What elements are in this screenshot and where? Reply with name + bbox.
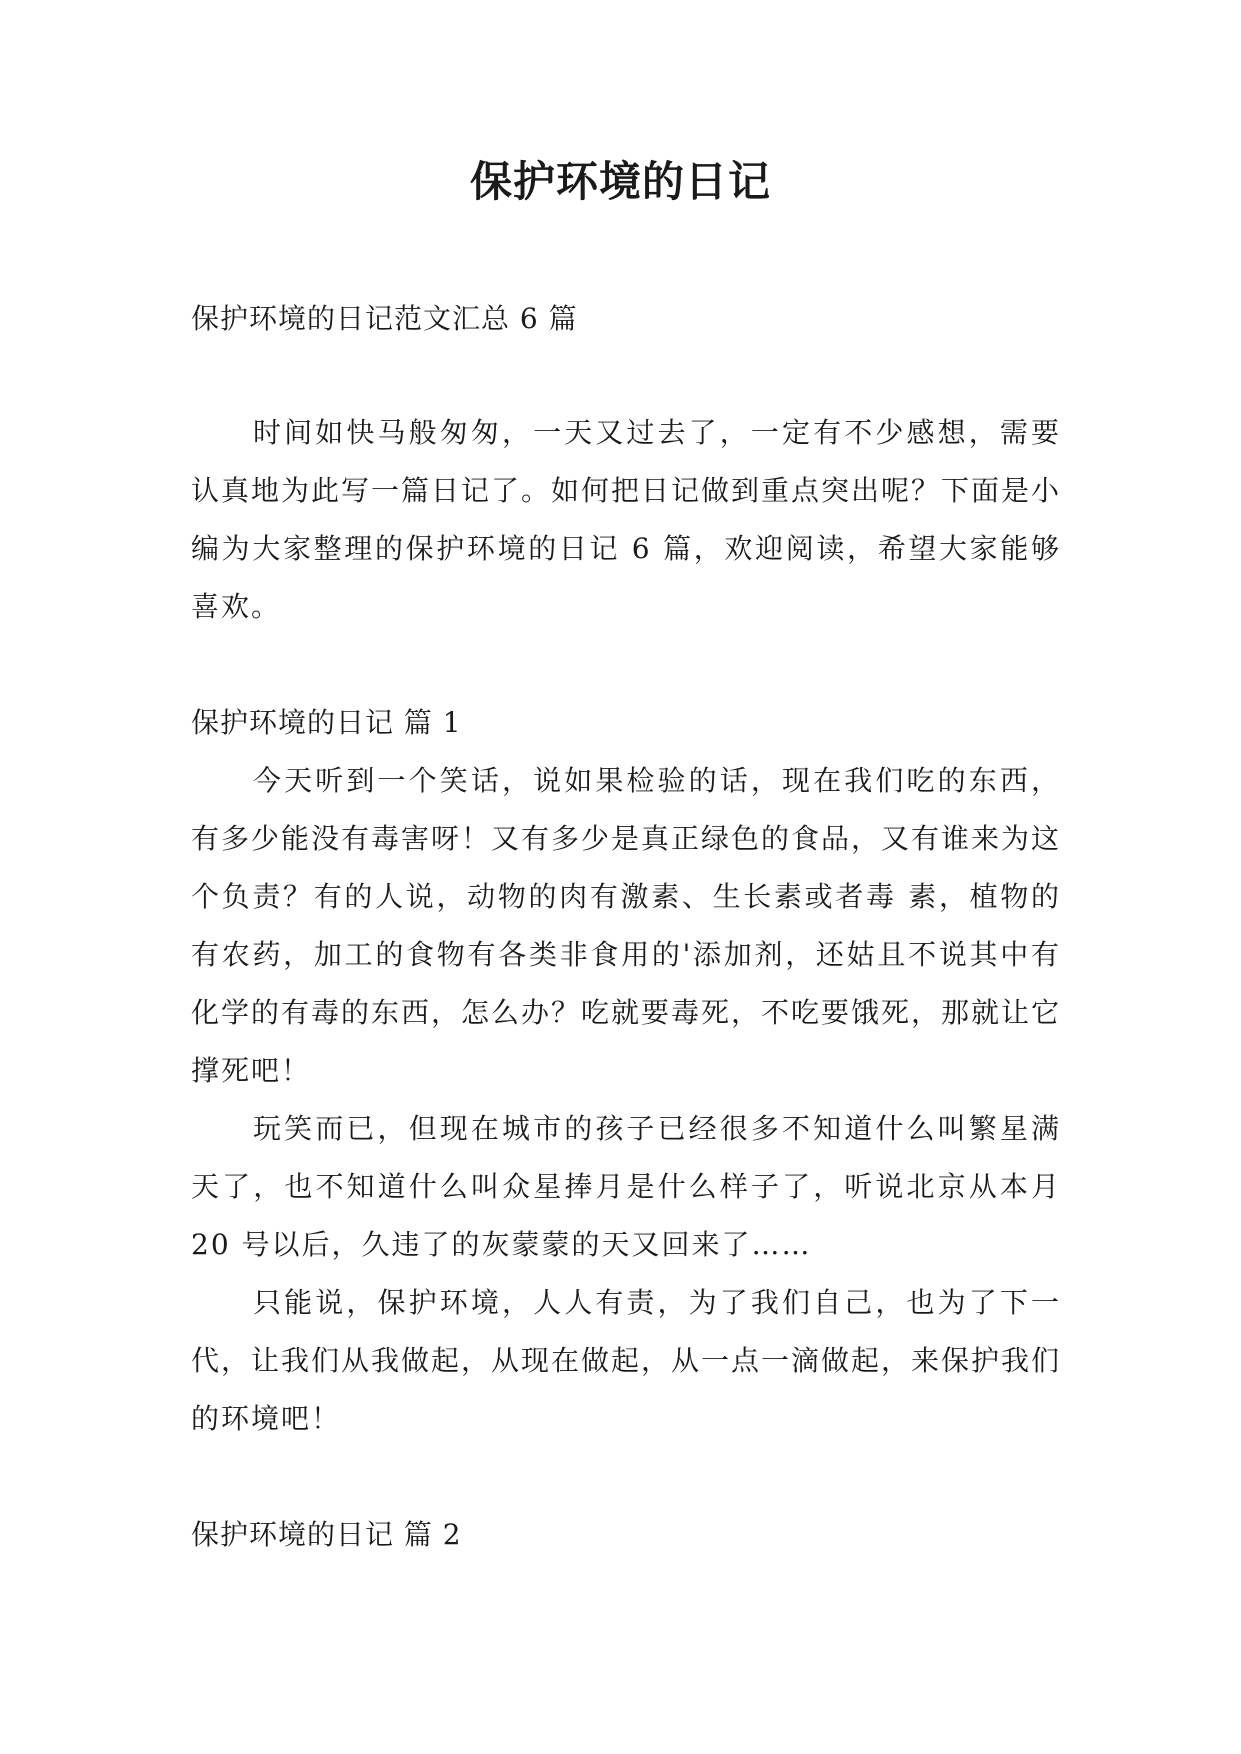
document-body xyxy=(191,290,1061,1564)
intro-paragraph: 时间如快马般匆匆，一天又过去了，一定有不少感想，需要认真地为此写一篇日记了。如何把日记做到重点突出呢？下面是小编为大家整理的保护环境的日记 6 篇，欢迎阅读，希望大家能够喜欢。 xyxy=(191,416,1062,623)
document-subtitle: 保护环境的日记范文汇总 6 篇 xyxy=(191,302,578,335)
section-heading-1: 保护环境的日记 篇 1 xyxy=(191,706,462,739)
section-1-paragraph-3: 只能说，保护环境，人人有责，为了我们自己，也为了下一代，让我们从我做起，从现在做起，从一点一滴做起，来保护我们的环境吧！ xyxy=(191,1286,1062,1435)
section-1-paragraph-1: 今天听到一个笑话，说如果检验的话，现在我们吃的东西，有多少能没有毒害呀！又有多少是真正绿色的食品，又有谁来为这个负责？有的人说，动物的肉有激素、生长素或者毒 素，植物的有农药，加工的食物有各类非食用的'添加剂，还姑且不说其中有化学的有毒的东西，怎么办？吃就要毒死，不吃要饿死，那就让它撑死吧！ xyxy=(191,764,1062,1087)
section-1-paragraph-2: 玩笑而已，但现在城市的孩子已经很多不知道什么叫繁星满天了，也不知道什么叫众星捧月是什么样子了，听说北京从本月 20 号以后，久违了的灰蒙蒙的天又回来了…… xyxy=(191,1112,1061,1261)
document-title: 保护环境的日记 xyxy=(469,157,771,206)
section-heading-2: 保护环境的日记 篇 2 xyxy=(191,1518,462,1551)
